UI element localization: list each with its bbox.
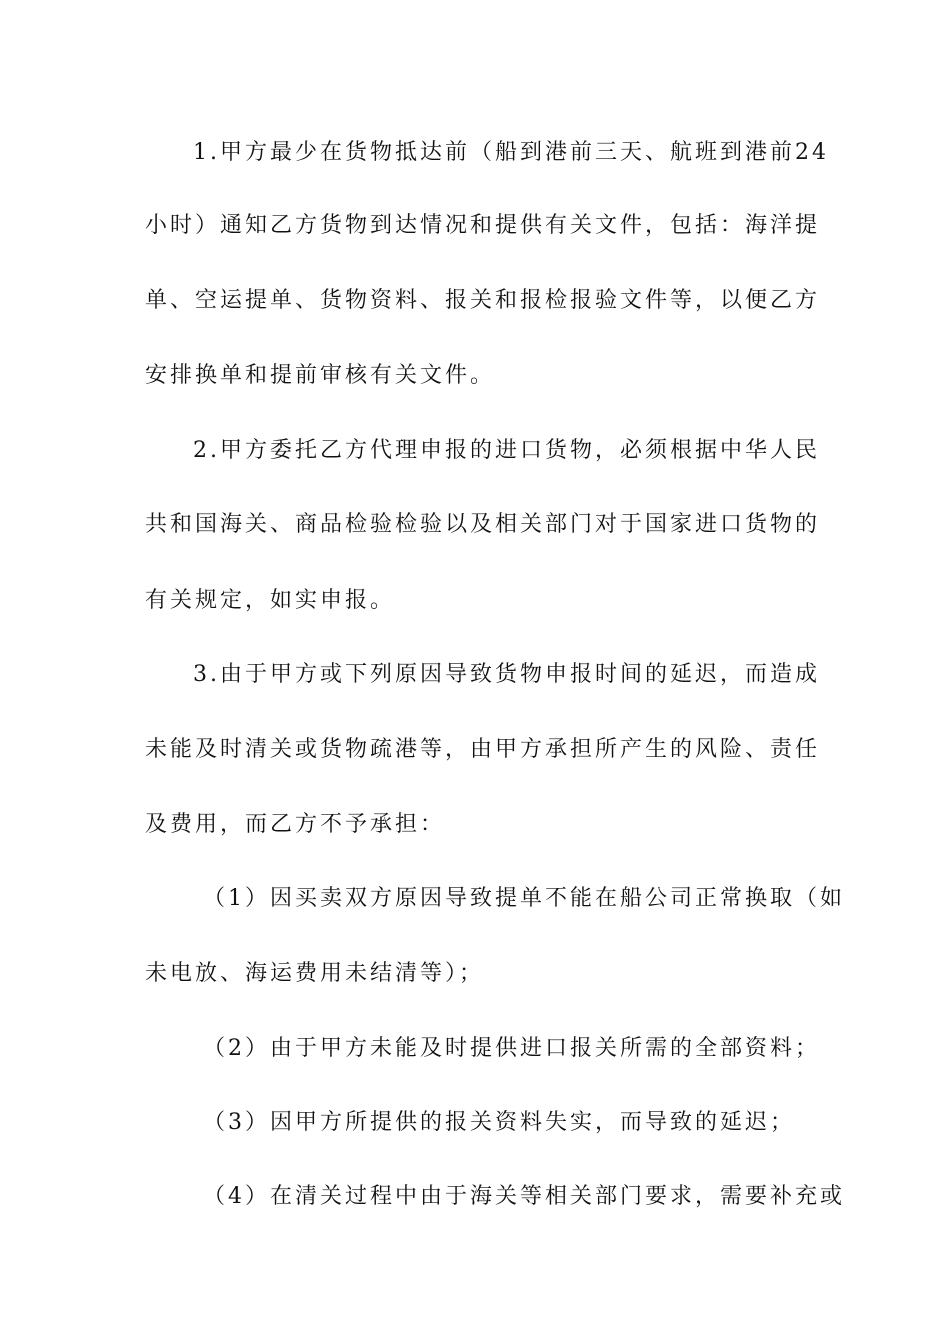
paragraph-1-line-1: 1.甲方最少在货物抵达前（船到港前三天、航班到港前24	[193, 140, 829, 165]
paragraph-1-line-3: 单、空运提单、货物资料、报关和报检报验文件等，以便乙方	[145, 288, 821, 313]
paragraph-7-line-1: （4）在清关过程中由于海关等相关部门要求，需要补充或	[203, 1184, 845, 1209]
paragraph-6-line-1: （3）因甲方所提供的报关资料失实，而导致的延迟；	[203, 1110, 795, 1135]
paragraph-2-line-3: 有关规定，如实申报。	[145, 588, 396, 613]
paragraph-2-line-2: 共和国海关、商品检验检验以及相关部门对于国家进口货物的	[145, 512, 821, 537]
paragraph-3-line-2: 未能及时清关或货物疏港等，由甲方承担所产生的风险、责任	[145, 737, 821, 762]
paragraph-4-line-1: （1）因买卖双方原因导致提单不能在船公司正常换取（如	[203, 886, 845, 911]
paragraph-2-line-1: 2.甲方委托乙方代理申报的进口货物，必须根据中华人民	[193, 438, 820, 463]
paragraph-3-line-3: 及费用，而乙方不予承担：	[145, 812, 446, 837]
paragraph-1-line-2: 小时）通知乙方货物到达情况和提供有关文件，包括：海洋提	[145, 213, 821, 238]
paragraph-5-line-1: （2）由于甲方未能及时提供进口报关所需的全部资料；	[203, 1036, 820, 1061]
document-body	[145, 0, 845, 1344]
paragraph-3-line-1: 3.由于甲方或下列原因导致货物申报时间的延迟，而造成	[193, 662, 820, 687]
paragraph-4-line-2: 未电放、海运费用未结清等）；	[145, 961, 485, 986]
paragraph-1-line-4: 安排换单和提前审核有关文件。	[145, 363, 496, 388]
